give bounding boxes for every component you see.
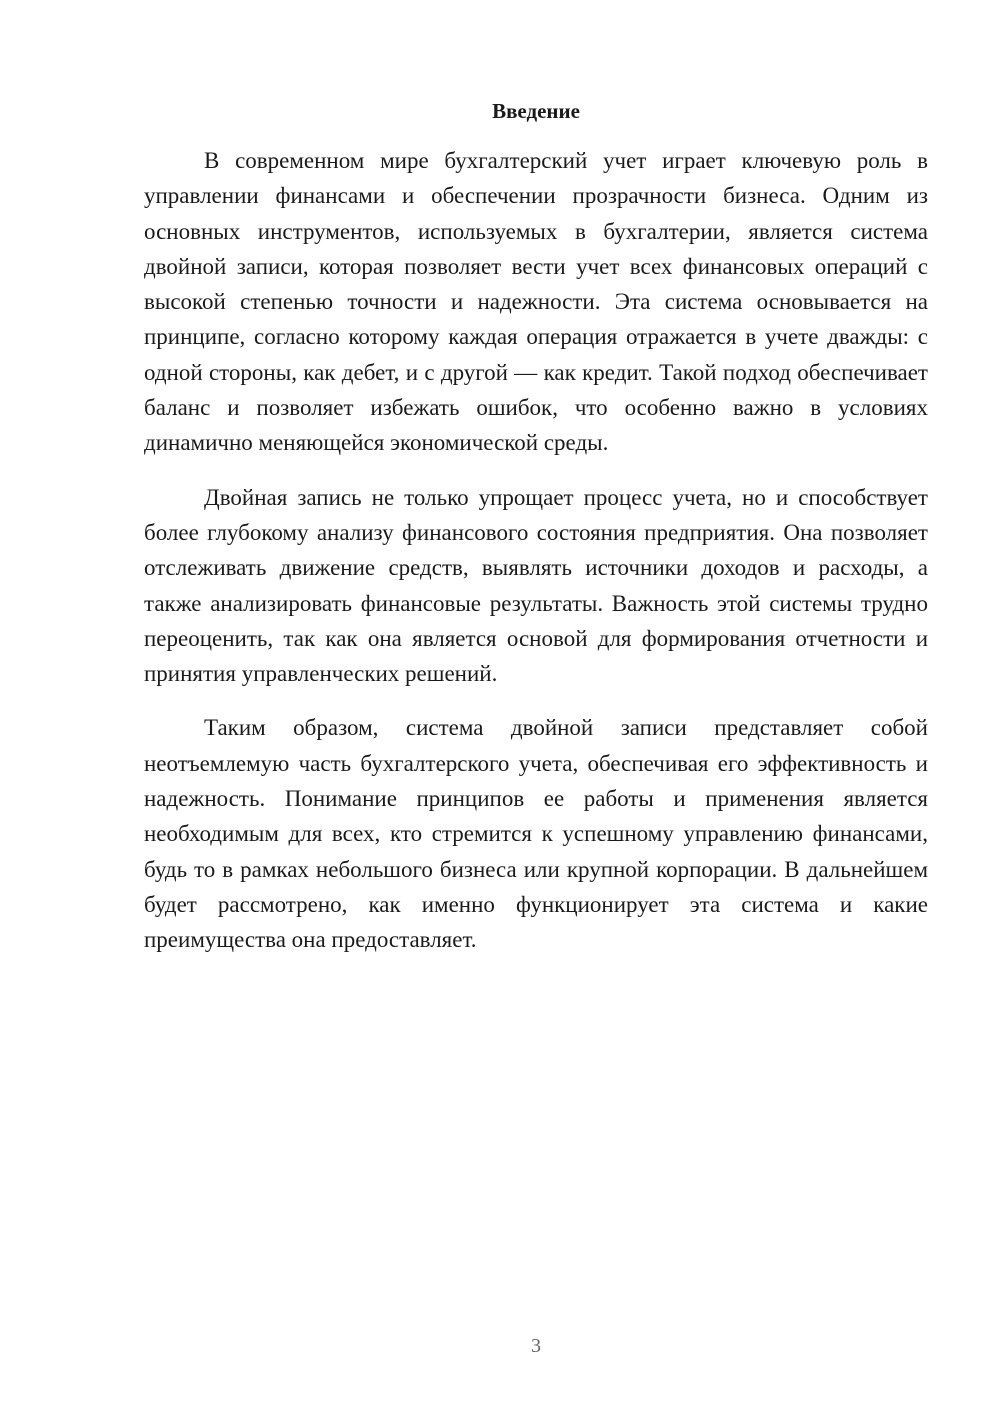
paragraph-1: В современном мире бухгалтерский учет играет ключевую роль в управлении финансами и обеспечении прозрачности бизнеса. Одним из основных инструментов, используемых в бухгалтерии, является система двойной записи, которая позволяет вести учет всех финансовых операций с высокой степенью точности и надежности. Эта система основывается на принципе, согласно которому каждая операция отражается в учете дважды: с одной стороны, как дебет, и с другой — как кредит. Такой подход обеспечивает баланс и позволяет избежать ошибок, что особенно важно в условиях динамично меняющейся экономической среды. [144, 148, 928, 456]
paragraph-3: Таким образом, система двойной записи представляет собой неотъемлемую часть бухгалтерского учета, обеспечивая его эффективность и надежность. Понимание принципов ее работы и применения является необходимым для всех, кто стремится к успешному управлению финансами, будь то в рамках небольшого бизнеса или крупной корпорации. В дальнейшем будет рассмотрено, как именно функционирует эта система и какие преимущества она предоставляет. [144, 715, 928, 953]
page-number: 3 [531, 1335, 541, 1357]
section-heading: Введение [492, 99, 580, 123]
body-text [144, 143, 928, 977]
paragraph-2: Двойная запись не только упрощает процесс учета, но и способствует более глубокому анализу финансового состояния предприятия. Она позволяет отслеживать движение средств, выявлять источники доходов и расходы, а также анализировать финансовые результаты. Важность этой системы трудно переоценить, так как она является основой для формирования отчетности и принятия управленческих решений. [144, 484, 928, 687]
